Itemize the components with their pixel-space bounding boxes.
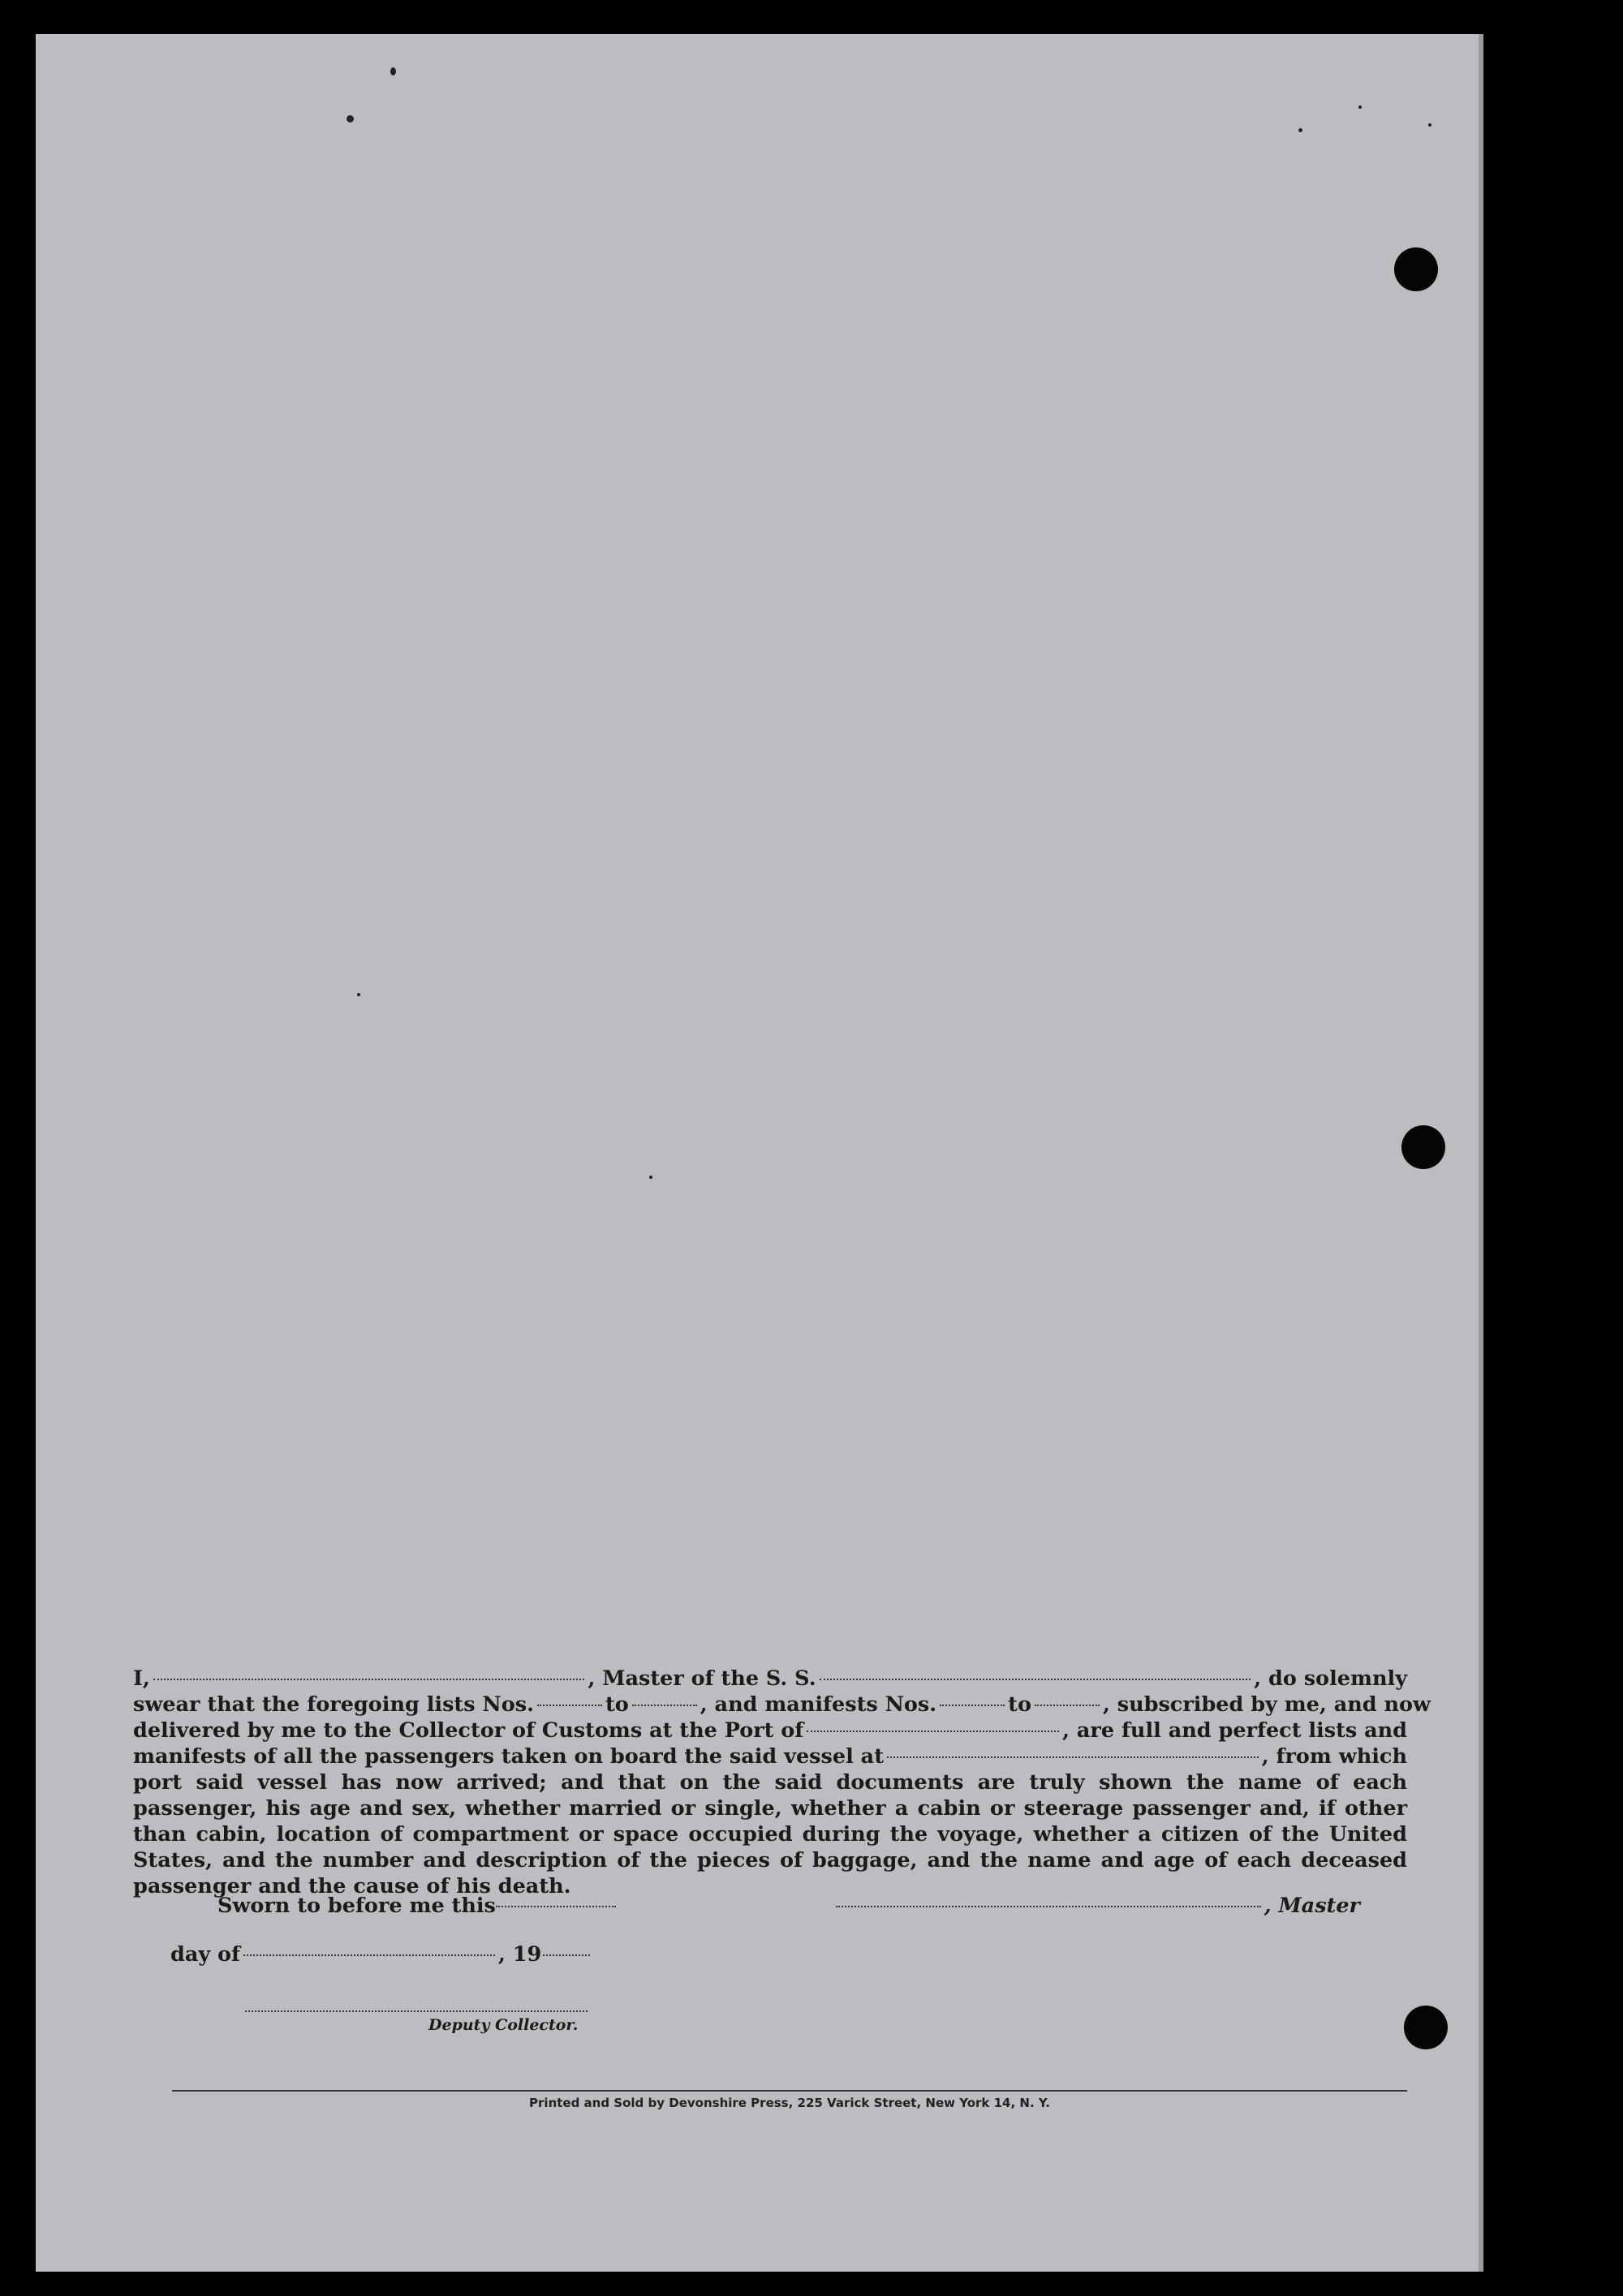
sworn-label: Sworn to before me this [217,1894,496,1918]
oath-text: I, [133,1666,150,1691]
sheet-edge [1479,34,1483,2272]
blank-sworn-day [496,1906,616,1907]
oath-text: to [1008,1692,1031,1717]
speck [357,993,360,996]
punch-hole-top [1394,247,1438,291]
oath-text: manifests of all the passengers taken on board the said vessel at [133,1744,884,1769]
oath-paragraph [133,1666,1431,1899]
oath-text: , and manifests Nos. [700,1692,937,1717]
sworn-line [217,1894,616,1918]
oath-text-rest: port said vessel has now arrived; and that on the said documents are truly shown the name of each passenger, his age and sex, whether married or single, whether a cabin or steerage passenger and, if other than cabin, location of compartment or space occupied during the voyage, whether a citizen of the United States, and the number and description of the pieces of baggage, and the name and age of each deceased passenger and the cause of his death. [133,1770,1407,1898]
oath-text: to [605,1692,629,1717]
blank-year [543,1954,590,1956]
deputy-collector-label: Deputy Collector. [428,2016,579,2034]
oath-text: , are full and perfect lists and [1062,1718,1407,1743]
speck [1428,123,1431,127]
oath-text: , from which [1261,1744,1407,1769]
blank-month [243,1954,495,1956]
speck [649,1176,652,1179]
blank-list-from [537,1705,602,1706]
oath-text: swear that the foregoing lists Nos. [133,1692,534,1717]
oath-text: , subscribed by me, and now [1102,1692,1431,1717]
master-signature-line [833,1894,1360,1918]
blank-list-to [632,1705,697,1706]
oath-line-4 [133,1743,1407,1769]
footer-rule [172,2090,1407,2092]
printer-imprint [36,2096,1479,2110]
oath-text: , do solemnly [1254,1666,1408,1691]
day-of-line [170,1942,593,1967]
blank-embark-port [887,1756,1259,1758]
blank-manifest-from [940,1705,1005,1706]
blank-port [807,1731,1059,1732]
oath-line-1 [133,1666,1407,1692]
speck [1358,105,1362,109]
form-sheet [36,34,1479,2272]
printer-imprint-text: Printed and Sold by Devonshire Press, 225 Varick Street, New York 14, N. Y. [529,2096,1050,2110]
blank-vessel-name [820,1679,1251,1680]
oath-text: , Master of the S. S. [588,1666,816,1691]
oath-line-2 [133,1692,1431,1718]
speck [1298,128,1302,132]
year-prefix: , 19 [498,1942,542,1967]
blank-master-name [153,1679,585,1680]
speck [390,67,396,75]
punch-hole-middle [1401,1125,1445,1169]
deputy-signature-line [245,2010,588,2012]
oath-text: delivered by me to the Collector of Customs at the Port of [133,1718,804,1743]
speck [347,115,354,123]
blank-manifest-to [1035,1705,1100,1706]
punch-hole-bottom [1404,2006,1448,2049]
day-of-label: day of [170,1942,241,1967]
master-label: , Master [1264,1894,1360,1918]
oath-line-3 [133,1718,1407,1743]
blank-master-signature [836,1906,1261,1907]
